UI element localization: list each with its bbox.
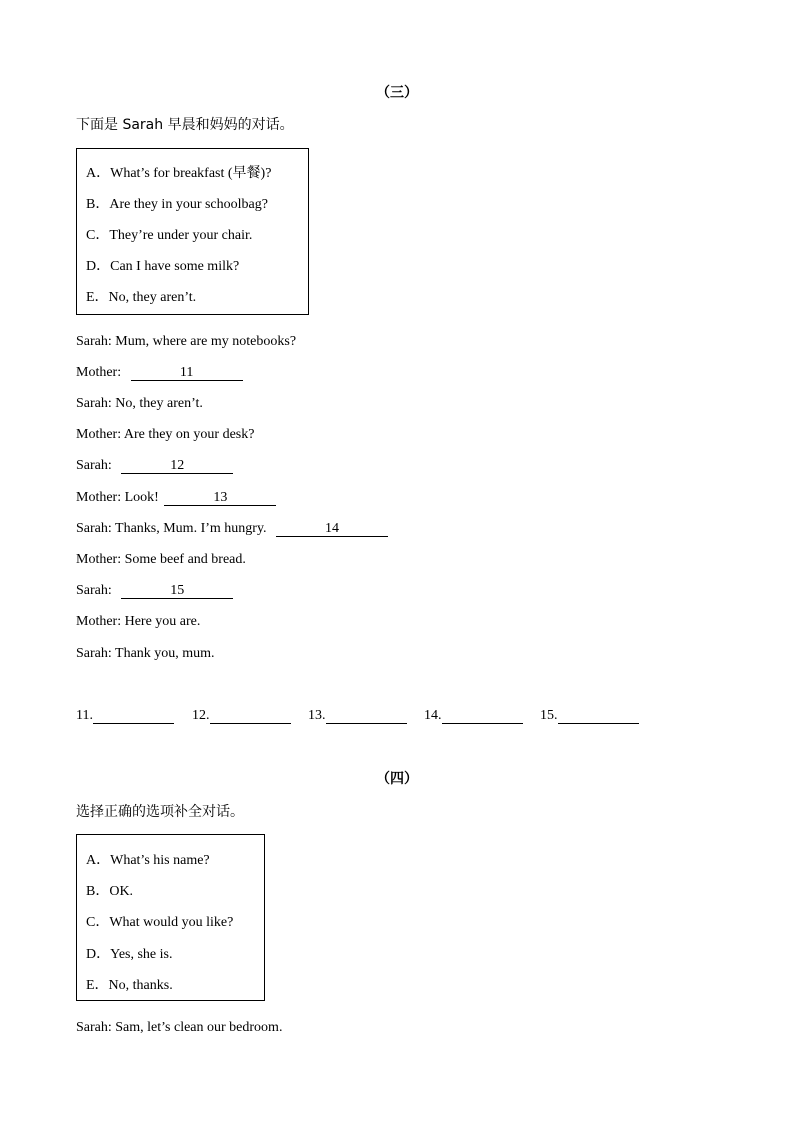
option-b: B．OK. [86,884,134,899]
dialogue-line: Mother: Look! 13 [76,490,276,506]
option-d: D．Can I have some milk? [86,259,240,274]
dialogue-line: Sarah: Sam, let’s clean our bedroom. [76,1020,283,1035]
option-e: E．No, they aren’t. [86,290,197,305]
blank-14[interactable]: 14 [276,522,388,537]
blank-13[interactable]: 13 [164,491,276,506]
dialogue-line: Sarah: No, they aren’t. [76,396,203,411]
dialogue-line: Mother: Are they on your desk? [76,427,255,442]
blank-15[interactable]: 15 [121,584,233,599]
section-4-instruction: 选择正确的选项补全对话。 [76,804,244,820]
blank-12[interactable]: 12 [121,459,233,474]
answer-13[interactable]: 13. [308,708,407,724]
blank-11[interactable]: 11 [131,366,243,381]
dialogue-line: Sarah: Mum, where are my notebooks? [76,334,297,349]
answer-15[interactable]: 15. [540,708,639,724]
option-c: C．What would you like? [86,915,234,930]
dialogue-line: Mother: 11 [76,365,243,381]
section-3-instruction: 下面是 Sarah 早晨和妈妈的对话。 [76,117,294,133]
option-a: A．What’s for breakfast (早餐)? [86,166,272,181]
section-4-options-box [76,834,265,1001]
answer-12[interactable]: 12. [192,708,291,724]
dialogue-line: Sarah: Thanks, Mum. I’m hungry. 14 [76,521,388,537]
dialogue-line: Mother: Here you are. [76,614,201,629]
section-4-title: （四） [376,771,418,787]
option-d: D．Yes, she is. [86,947,173,962]
option-a: A．What’s his name? [86,853,210,868]
dialogue-line: Sarah: 15 [76,583,233,599]
dialogue-line: Mother: Some beef and bread. [76,552,246,567]
dialogue-line: Sarah: 12 [76,458,233,474]
section-3-title: （三） [376,85,418,101]
answer-11[interactable]: 11. [76,708,174,724]
dialogue-line: Sarah: Thank you, mum. [76,646,215,661]
option-e: E．No, thanks. [86,978,173,993]
answer-14[interactable]: 14. [424,708,523,724]
option-b: B．Are they in your schoolbag? [86,197,268,212]
section-3-options-box [76,148,309,315]
option-c: C．They’re under your chair. [86,228,253,243]
